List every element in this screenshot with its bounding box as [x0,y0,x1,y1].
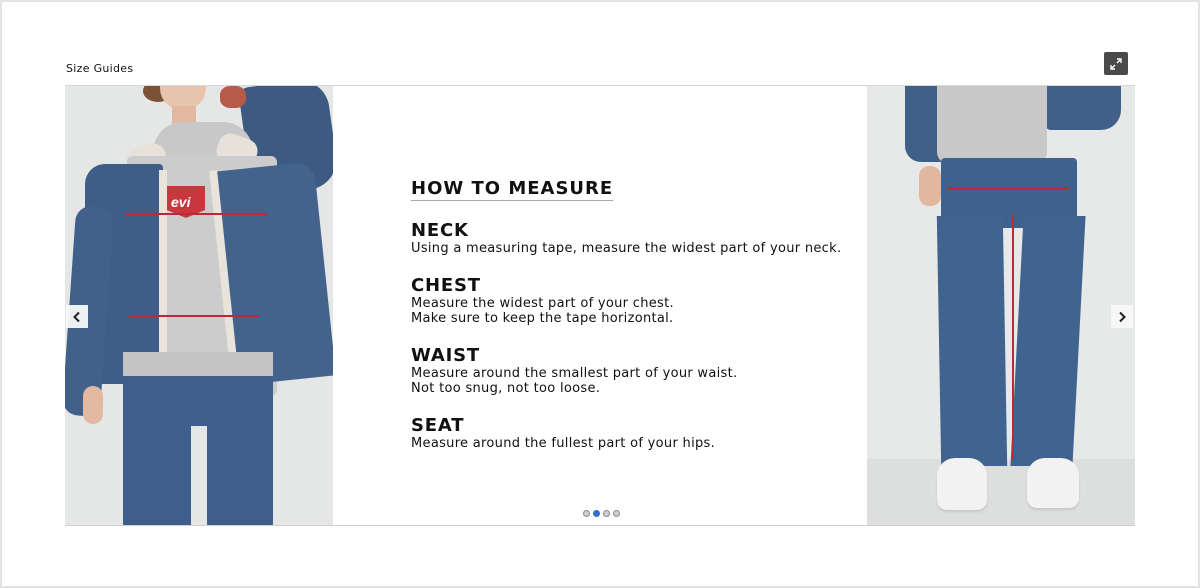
carousel-next-button[interactable] [1111,305,1133,328]
neck-section [411,221,851,256]
chest-measure-line [125,213,267,215]
expand-button[interactable] [1104,52,1128,75]
chevron-right-icon [1117,311,1127,323]
waist-section [411,346,851,396]
section-text: Measure around the fullest part of your hips. [411,436,716,451]
waist-measure-line [129,315,259,317]
chevron-left-icon [72,311,82,323]
carousel-pagination [583,510,620,517]
how-to-measure-panel [333,86,867,526]
expand-icon [1110,58,1122,70]
section-text: Measure around the smallest part of your waist. [411,366,738,381]
jeans-model-image [867,86,1135,526]
pagination-dot-4[interactable] [613,510,620,517]
pagination-dot-3[interactable] [603,510,610,517]
section-title: SEAT [411,415,465,436]
seat-section [411,416,851,451]
carousel-prev-button[interactable] [66,305,88,328]
section-title: WAIST [411,345,480,366]
section-title: CHEST [411,275,481,296]
how-to-measure-heading: HOW TO MEASURE [411,178,614,199]
section-text: Make sure to keep the tape horizontal. [411,311,674,326]
inseam-measure-line [1012,214,1014,460]
jacket-model-image: evi [65,86,333,526]
section-title: NECK [411,220,469,241]
size-guide-carousel [65,85,1135,526]
section-text: Not too snug, not too loose. [411,381,601,396]
section-text: Measure the widest part of your chest. [411,296,674,311]
seat-measure-line [947,187,1069,190]
page-title: Size Guides [66,62,134,75]
section-text: Using a measuring tape, measure the widest part of your neck. [411,241,842,256]
pagination-dot-1[interactable] [583,510,590,517]
pagination-dot-2-active[interactable] [593,510,600,517]
chest-section [411,276,851,326]
